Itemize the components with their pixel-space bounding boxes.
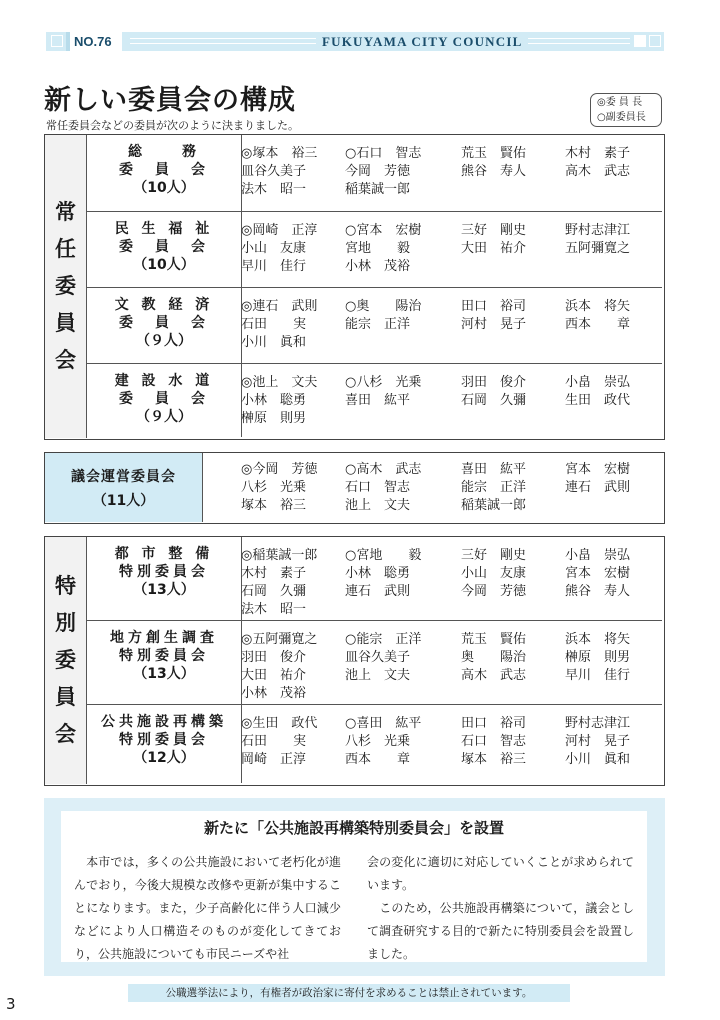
member-name: ◎池上 文夫 [241, 375, 318, 390]
member-name: ○宮本 宏樹 [345, 223, 422, 238]
row-divider [86, 211, 662, 212]
steering-count: （11人） [92, 492, 155, 509]
member-name: 宮地 毅 [345, 241, 411, 256]
member-name: 稲葉誠一郎 [345, 182, 411, 197]
member-name: 小川 眞和 [565, 752, 631, 767]
committee-name-line: 公共施設再構築 [101, 714, 227, 730]
member-name: 榊原 則男 [241, 411, 307, 426]
member-name: 早川 佳行 [241, 259, 307, 274]
member-name: 八杉 光乗 [345, 734, 411, 749]
committee-name-line: 文 教 経 済 [114, 297, 214, 313]
committee-name [87, 372, 241, 426]
notice-box [44, 798, 665, 976]
row-divider [86, 620, 662, 621]
committee-name-line: 委 員 会 [119, 391, 209, 407]
member-name: 岡崎 正淳 [241, 752, 307, 767]
committee-name-line: 民 生 福 祉 [114, 221, 214, 237]
member-name: 荒玉 賢佑 [461, 146, 527, 161]
member-name: 小林 茂裕 [241, 686, 307, 701]
special-label [45, 537, 86, 784]
committee-name [87, 545, 241, 599]
committee-name-line: 建 設 水 道 [114, 373, 214, 389]
committee-name-line: 委 員 会 [119, 162, 209, 178]
member-name: ◎稲葉誠一郎 [241, 548, 318, 563]
member-name: 浜本 将矢 [565, 632, 631, 647]
member-name: ◎塚本 裕三 [241, 146, 318, 161]
notice-title: 新たに「公共施設再構築特別委員会」を設置 [203, 819, 504, 837]
member-name: 榊原 則男 [565, 650, 631, 665]
member-name: 荒玉 賢佑 [461, 632, 527, 647]
member-name: 喜田 紘平 [461, 462, 527, 477]
page-icon [649, 35, 661, 47]
notice-column-2: 会の変化に適切に対応していくことが求められています。 このため，公共施設再構築について，議会として調査研究する目的で新たに特別委員会を設置しました。 [367, 855, 634, 961]
member-name: ○石口 智志 [345, 146, 422, 161]
committee-count: （10人） [133, 257, 195, 273]
standing-committees-box [44, 134, 665, 440]
committee-count: （13人） [133, 666, 195, 682]
member-name: 羽田 俊介 [461, 375, 527, 390]
member-name: 塚本 裕三 [241, 498, 307, 513]
committee-name-line: 都 市 整 備 [114, 546, 214, 562]
member-name: 能宗 正洋 [461, 480, 527, 495]
member-name: 小林 聡勇 [241, 393, 307, 408]
member-name: 大田 祐介 [241, 668, 307, 683]
member-name: ◎五阿彌寛之 [241, 632, 318, 647]
member-name: ○高木 武志 [345, 462, 422, 477]
member-name: 皿谷久美子 [241, 164, 307, 179]
member-name: 連石 武則 [345, 584, 411, 599]
role-legend [590, 93, 662, 127]
member-name: 法木 昭一 [241, 602, 307, 617]
member-name: 西本 章 [565, 317, 631, 332]
member-name: 宮本 宏樹 [565, 462, 631, 477]
committee-name-line: 委 員 会 [119, 315, 209, 331]
legend-vice: ○副委員長 [597, 112, 646, 123]
member-name: ◎連石 武則 [241, 299, 318, 314]
member-name: 五阿彌寛之 [565, 241, 631, 256]
page-icon [634, 35, 646, 47]
member-name: 河村 晃子 [565, 734, 631, 749]
member-name: 早川 佳行 [565, 668, 631, 683]
committee-name [87, 296, 241, 350]
committee-name-line: 特別委員会 [119, 648, 209, 664]
member-name: 野村志津江 [565, 716, 631, 731]
member-name: 石口 智志 [461, 734, 527, 749]
member-name: 高木 武志 [565, 164, 631, 179]
member-name: 熊谷 寿人 [565, 584, 631, 599]
member-name: 河村 晃子 [461, 317, 527, 332]
member-name: 小山 友康 [241, 241, 307, 256]
member-name: 西本 章 [345, 752, 411, 767]
committee-name-line: 特別委員会 [119, 732, 209, 748]
committee-name-line: 地方創生調査 [110, 630, 218, 646]
committee-name-line: 委 員 会 [119, 239, 209, 255]
committee-count: （９人） [136, 409, 192, 425]
member-name: 奥 陽治 [461, 650, 527, 665]
member-name: 石岡 久彌 [241, 584, 307, 599]
member-name: ○喜田 紘平 [345, 716, 422, 731]
member-name: 野村志津江 [565, 223, 631, 238]
member-name: 田口 裕司 [461, 716, 527, 731]
committee-name [87, 629, 241, 683]
row-divider [86, 287, 662, 288]
member-name: 今岡 芳徳 [345, 164, 411, 179]
council-name: FUKUYAMA CITY COUNCIL [316, 32, 528, 51]
member-name: 石岡 久彌 [461, 393, 527, 408]
steering-committee-box [44, 452, 665, 524]
standing-label-text: 常任委員会 [55, 200, 76, 372]
footer-note: 公職選挙法により，有権者が政治家に寄付を求めることは禁止されています。 [128, 984, 570, 1002]
member-name: 喜田 紘平 [345, 393, 411, 408]
special-committees-box [44, 536, 665, 786]
header-bar [46, 32, 664, 51]
member-name: 大田 祐介 [461, 241, 527, 256]
member-name: 田口 裕司 [461, 299, 527, 314]
member-name: 池上 文夫 [345, 668, 411, 683]
row-divider [86, 363, 662, 364]
committee-name [87, 220, 241, 274]
member-name: 熊谷 寿人 [461, 164, 527, 179]
member-name: 連石 武則 [565, 480, 631, 495]
member-name: 稲葉誠一郎 [461, 498, 527, 513]
member-name: 小山 友康 [461, 566, 527, 581]
committee-count: （13人） [133, 582, 195, 598]
member-name: 宮本 宏樹 [565, 566, 631, 581]
member-name: 小畠 崇弘 [565, 548, 631, 563]
member-name: ◎岡崎 正淳 [241, 223, 318, 238]
committee-name-line: 特別委員会 [119, 564, 209, 580]
member-name: 皿谷久美子 [345, 650, 411, 665]
committee-count: （12人） [133, 750, 195, 766]
member-name: 小林 茂裕 [345, 259, 411, 274]
member-name: 塚本 裕三 [461, 752, 527, 767]
member-name: ◎生田 政代 [241, 716, 318, 731]
special-label-text: 特別委員会 [55, 574, 76, 746]
member-name: 羽田 俊介 [241, 650, 307, 665]
committee-name [87, 713, 241, 767]
member-name: 池上 文夫 [345, 498, 411, 513]
member-name: 高木 武志 [461, 668, 527, 683]
committee-count: （９人） [136, 333, 192, 349]
member-name: 石口 智志 [345, 480, 411, 495]
member-name: ○能宗 正洋 [345, 632, 422, 647]
member-name: 小林 聡勇 [345, 566, 411, 581]
member-name: ○八杉 光乗 [345, 375, 422, 390]
steering-name-cell [45, 453, 202, 522]
member-name: 三好 剛史 [461, 548, 527, 563]
member-name: 石田 実 [241, 317, 307, 332]
member-name: 八杉 光乗 [241, 480, 307, 495]
member-name: 木村 素子 [565, 146, 631, 161]
member-name: 浜本 将矢 [565, 299, 631, 314]
committee-name [87, 143, 241, 197]
standing-label [45, 135, 86, 438]
member-name: 法木 昭一 [241, 182, 307, 197]
member-name: 小畠 崇弘 [565, 375, 631, 390]
committee-count: （10人） [133, 180, 195, 196]
member-name: 今岡 芳徳 [461, 584, 527, 599]
member-name: ○宮地 毅 [345, 548, 422, 563]
steering-name: 議会運営委員会 [71, 468, 176, 485]
member-name: 石田 実 [241, 734, 307, 749]
page-title: 新しい委員会の構成 [44, 85, 296, 116]
page-number: 3 [6, 995, 16, 1013]
notice-column-1: 本市では，多くの公共施設において老朽化が進んでおり，今後大規模な改修や更新が集中することになります。また，少子高齢化に伴う人口減少などにより人口構造そのものが変化してきており，公共施設についても市民ニーズや社 [74, 855, 341, 961]
member-name: 小川 眞和 [241, 335, 307, 350]
page-icon [51, 35, 63, 47]
member-name: ○奥 陽治 [345, 299, 422, 314]
page-subtitle: 常任委員会などの委員が次のように決まりました。 [46, 119, 299, 132]
row-divider [86, 704, 662, 705]
member-name: ◎今岡 芳徳 [241, 462, 318, 477]
member-name: 能宗 正洋 [345, 317, 411, 332]
member-name: 三好 剛史 [461, 223, 527, 238]
member-name: 木村 素子 [241, 566, 307, 581]
member-name: 生田 政代 [565, 393, 631, 408]
legend-chair: ◎委 員 長 [597, 97, 643, 108]
committee-name-line: 総 務 [128, 144, 200, 160]
issue-number: NO.76 [66, 32, 122, 51]
